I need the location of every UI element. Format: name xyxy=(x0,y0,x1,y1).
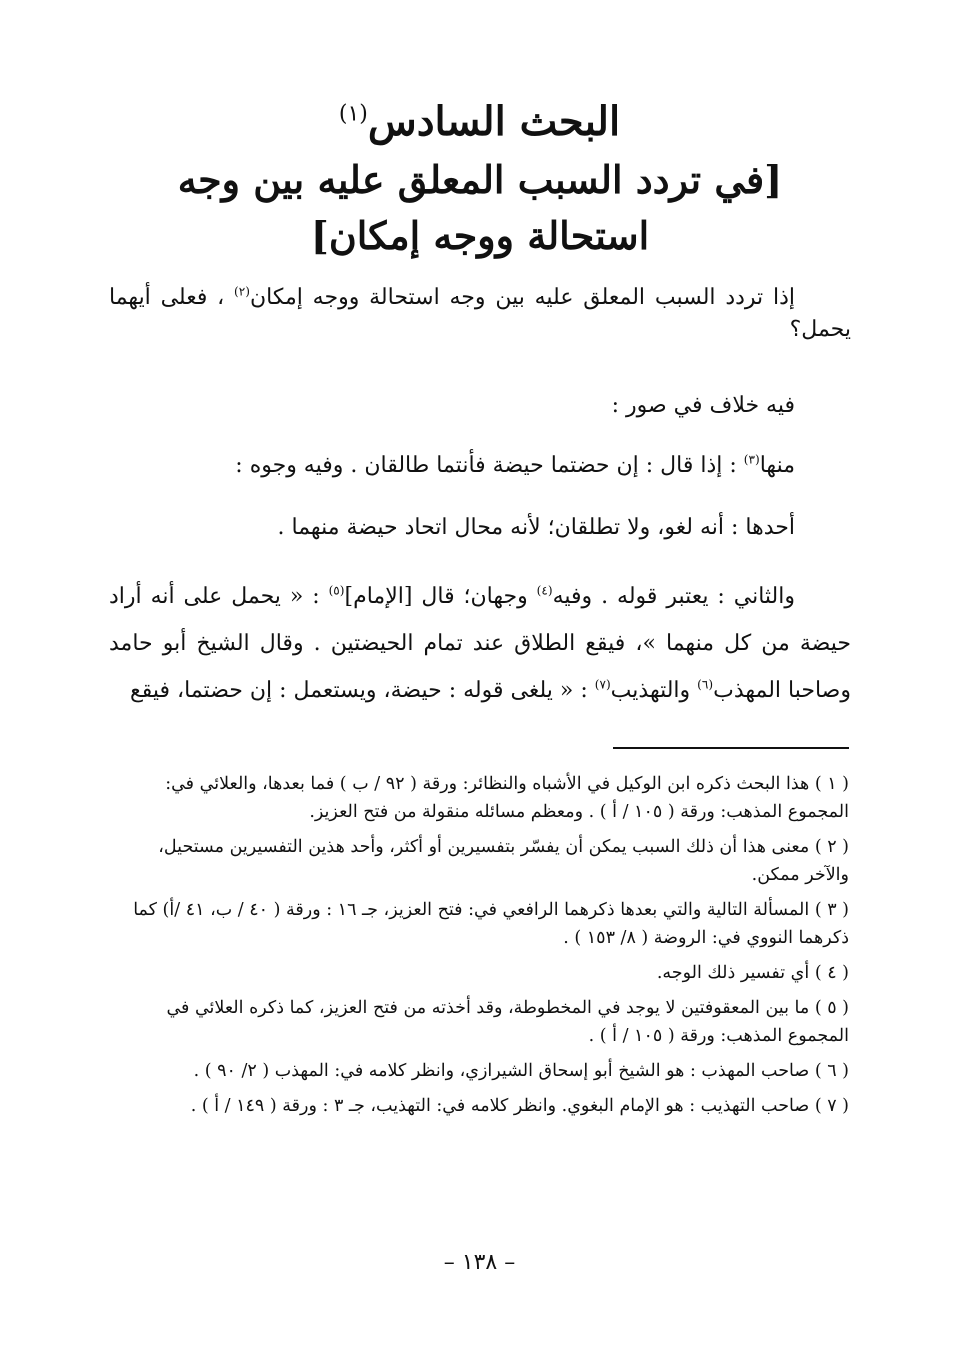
footnote-text: هذا البحث ذكره ابن الوكيل في الأشباه والنظائر: ورقة ( ٩٢ / ب ) فما بعدها، والعلائي في: المجموع المذهب: ورقة ( ١٠٥ / أ ) . ومعظم مسائله منقولة من فتح العزيز. xyxy=(165,774,849,822)
footnote-text: ما بين المعقوفتين لا يوجد في المخطوطة، وقد أخذته من فتح العزيز، كما ذكره العلائي في المجموع المذهب: ورقة ( ١٠٥ / أ ) . xyxy=(166,998,849,1046)
paragraph-3 xyxy=(109,450,851,482)
footnote-ref: (٢) xyxy=(234,284,250,299)
footnote-ref: (٤) xyxy=(536,583,553,598)
footnote-number: ( ٦ ) xyxy=(814,1061,849,1081)
paragraph-text: إذا تردد السبب المعلق عليه بين وجه استحالة ووجه إمكان xyxy=(249,285,795,310)
paragraph-text: والتهذيب xyxy=(610,678,698,703)
paragraph-text: فيه خلاف في صور : xyxy=(611,393,795,418)
paragraph-text: : إذا قال : إن حضتما حيضة فأنتما طالقان . وفيه وجوه : xyxy=(235,453,744,478)
footnote-ref: (٧) xyxy=(594,677,611,692)
footnote xyxy=(109,959,851,987)
footnote-ref: (٥) xyxy=(328,583,345,598)
footnote-number: ( ١ ) xyxy=(814,774,849,794)
footnote xyxy=(109,1092,851,1120)
footnote xyxy=(109,833,851,889)
paragraph-text: منها xyxy=(759,453,795,478)
footnote-text: معنى هذا أن ذلك السبب يمكن أن يفسّر بتفسيرين أو أكثر، وأحد هذين التفسيرين مستحيل، والآخر ممكن. xyxy=(158,837,849,885)
footnote-number: ( ٢ ) xyxy=(814,837,849,857)
footnote xyxy=(109,770,851,826)
footnote-ref: (١) xyxy=(338,101,368,127)
footnote-text: أي تفسير ذلك الوجه. xyxy=(656,963,810,983)
paragraph-text: : « يحمل على أنه أراد حيضة من كل منهما »، فيقع الطلاق عند تمام الحيضتين . وقال الشيخ أبو حامد وصاحبا المهذب xyxy=(109,584,851,703)
paragraph-text: ، فعلى أيهما يحمل؟ xyxy=(109,285,851,342)
footnote-number: ( ٤ ) xyxy=(814,963,849,983)
footnote-text: صاحب التهذيب : هو الإمام البغوي. وانظر كلامه في: التهذيب، جـ ٣ : ورقة ( ١٤٩ / أ ) . xyxy=(190,1096,810,1116)
footnote-ref: (٦) xyxy=(697,677,714,692)
footnote-number: ( ٧ ) xyxy=(814,1096,849,1116)
paragraph-text: والثاني : يعتبر قوله . وفيه xyxy=(552,584,795,609)
footnote xyxy=(109,896,851,952)
paragraph-text: وجهان؛ قال [الإمام] xyxy=(344,584,537,609)
paragraph-4 xyxy=(109,512,851,544)
footnote-number: ( ٥ ) xyxy=(814,998,849,1018)
section-title-text: البحث السادس xyxy=(367,98,621,145)
paragraph-1 xyxy=(109,282,851,346)
paragraph-2 xyxy=(109,390,851,422)
footnote-separator xyxy=(613,747,849,749)
footnote-text: المسألة التالية والتي بعدها ذكرهما الرافعي في: فتح العزيز، جـ ١٦ : ورقة ( ٤٠ / ب، ٤١ /أ) كما ذكرهما النووي في: الروضة ( ٨/ ١٥٣ ) . xyxy=(133,900,849,948)
paragraph-text: : « يلغى قوله : حيضة، ويستعمل : إن حضتما، فيقع xyxy=(130,678,595,703)
footnote xyxy=(109,1057,851,1085)
paragraph-text: أحدها : أنه لغو، ولا تطلقان؛ لأنه محال اتحاد حيضة منهما . xyxy=(277,515,795,540)
footnote-ref: (٣) xyxy=(743,452,760,467)
footnote-text: صاحب المهذب : هو الشيخ أبو إسحاق الشيرازي، وانظر كلامه في: المهذب ( ٢/ ٩٠ ) . xyxy=(193,1061,810,1081)
footnotes xyxy=(109,770,851,1127)
paragraph-5 xyxy=(109,573,851,714)
footnote xyxy=(109,994,851,1050)
section-subtitle: [في تردد السبب المعلق عليه بين وجه استحالة ووجه إمكان] xyxy=(177,157,783,258)
page-number: – ١٣٨ – xyxy=(443,1250,516,1275)
section-title xyxy=(0,92,959,152)
footnote-number: ( ٣ ) xyxy=(814,900,849,920)
